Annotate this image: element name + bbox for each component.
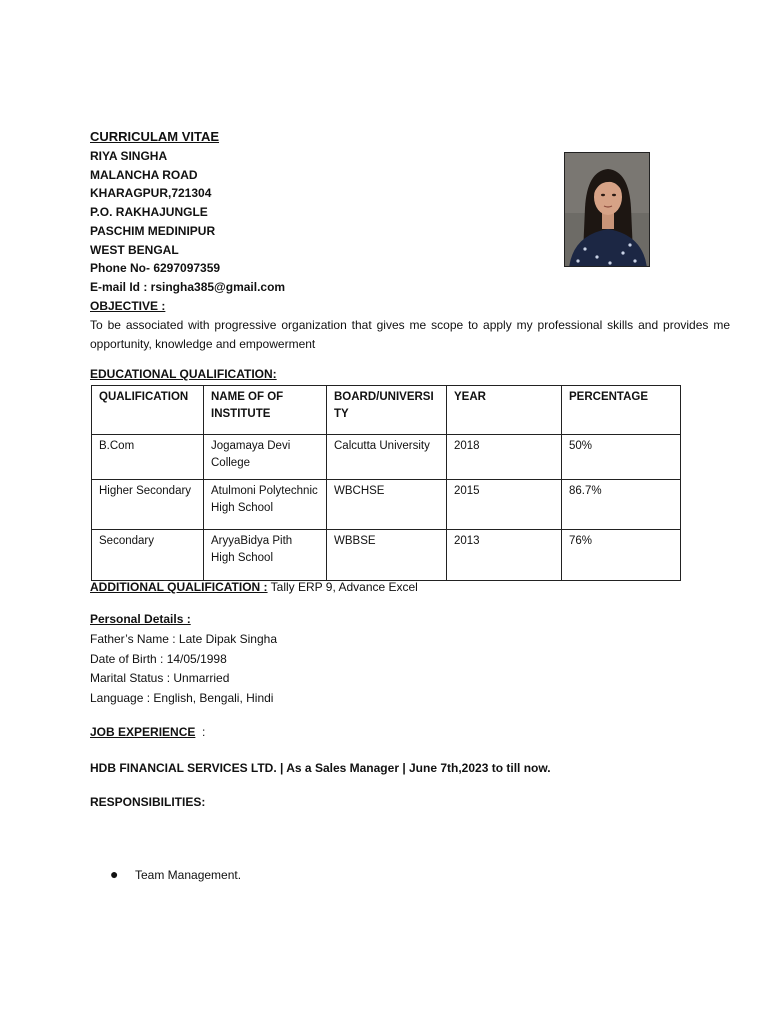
- contact-block: [90, 147, 285, 297]
- table-row: [92, 435, 681, 480]
- father-name: Father’s Name : Late Dipak Singha: [90, 632, 277, 646]
- marital-status: Marital Status : Unmarried: [90, 671, 230, 686]
- additional-qualification: [90, 580, 418, 594]
- table-row: [92, 480, 681, 530]
- cell-year: 2015: [447, 480, 562, 530]
- profile-photo-illustration: [565, 153, 650, 267]
- address-line-district: PASCHIM MEDINIPUR: [90, 223, 216, 238]
- cell-institute: Jogamaya Devi College: [204, 435, 327, 480]
- responsibility-text: Team Management.: [135, 868, 242, 882]
- personal-details-heading: Personal Details :: [90, 612, 191, 626]
- cell-qualification: Higher Secondary: [92, 480, 204, 530]
- education-heading: EDUCATIONAL QUALIFICATION:: [90, 367, 277, 381]
- list-item: [110, 866, 241, 882]
- address-line-state: WEST BENGAL: [90, 242, 179, 257]
- header-board: BOARD/UNIVERSITY: [327, 386, 447, 435]
- additional-qualification-value: Tally ERP 9, Advance Excel: [267, 580, 418, 594]
- additional-qualification-label: ADDITIONAL QUALIFICATION :: [90, 580, 268, 594]
- objective-heading: OBJECTIVE :: [90, 299, 166, 313]
- cell-institute: Atulmoni Polytechnic High School: [204, 480, 327, 530]
- cv-title: CURRICULAM VITAE: [90, 129, 220, 144]
- header-year: YEAR: [447, 386, 562, 435]
- cell-board: WBBSE: [327, 530, 447, 581]
- cell-qualification: Secondary: [92, 530, 204, 581]
- job-experience-entry: HDB FINANCIAL SERVICES LTD. | As a Sales Manager | June 7th,2023 to till now.: [90, 761, 551, 775]
- table-row: [92, 530, 681, 581]
- table-header-row: [92, 386, 681, 435]
- responsibilities-heading: RESPONSIBILITIES:: [90, 795, 206, 809]
- cell-institute: AryyaBidya Pith High School: [204, 530, 327, 581]
- cell-qualification: B.Com: [92, 435, 204, 480]
- candidate-name: RIYA SINGHA: [90, 149, 168, 163]
- cell-board: WBCHSE: [327, 480, 447, 530]
- header-percentage: PERCENTAGE: [562, 386, 681, 435]
- cell-percentage: 50%: [562, 435, 681, 480]
- cell-board: Calcutta University: [327, 435, 447, 480]
- job-experience-label: JOB EXPERIENCE: [90, 725, 196, 739]
- address-line-po: P.O. RAKHAJUNGLE: [90, 205, 208, 220]
- profile-photo: [564, 152, 650, 267]
- address-line-road: MALANCHA ROAD: [90, 167, 198, 182]
- cell-year: 2018: [447, 435, 562, 480]
- header-institute: NAME OF OF INSTITUTE: [204, 386, 327, 435]
- objective-text: To be associated with progressive organization that gives me scope to apply my professional skills and provides me opportunity, knowledge and empowerment: [90, 318, 730, 351]
- education-table: [91, 385, 681, 581]
- languages: Language : English, Bengali, Hindi: [90, 691, 274, 706]
- cell-year: 2013: [447, 530, 562, 581]
- date-of-birth: Date of Birth : 14/05/1998: [90, 651, 227, 666]
- email-address: E-mail Id : rsingha385@gmail.com: [90, 279, 286, 294]
- job-experience-heading: [90, 725, 205, 739]
- cell-percentage: 86.7%: [562, 480, 681, 530]
- personal-details: [90, 630, 277, 709]
- job-experience-colon: :: [195, 725, 206, 739]
- bullet-icon: ●: [110, 866, 119, 882]
- cell-percentage: 76%: [562, 530, 681, 581]
- address-line-city: KHARAGPUR,721304: [90, 186, 212, 201]
- header-qualification: QUALIFICATION: [92, 386, 204, 435]
- phone-number: Phone No- 6297097359: [90, 261, 221, 276]
